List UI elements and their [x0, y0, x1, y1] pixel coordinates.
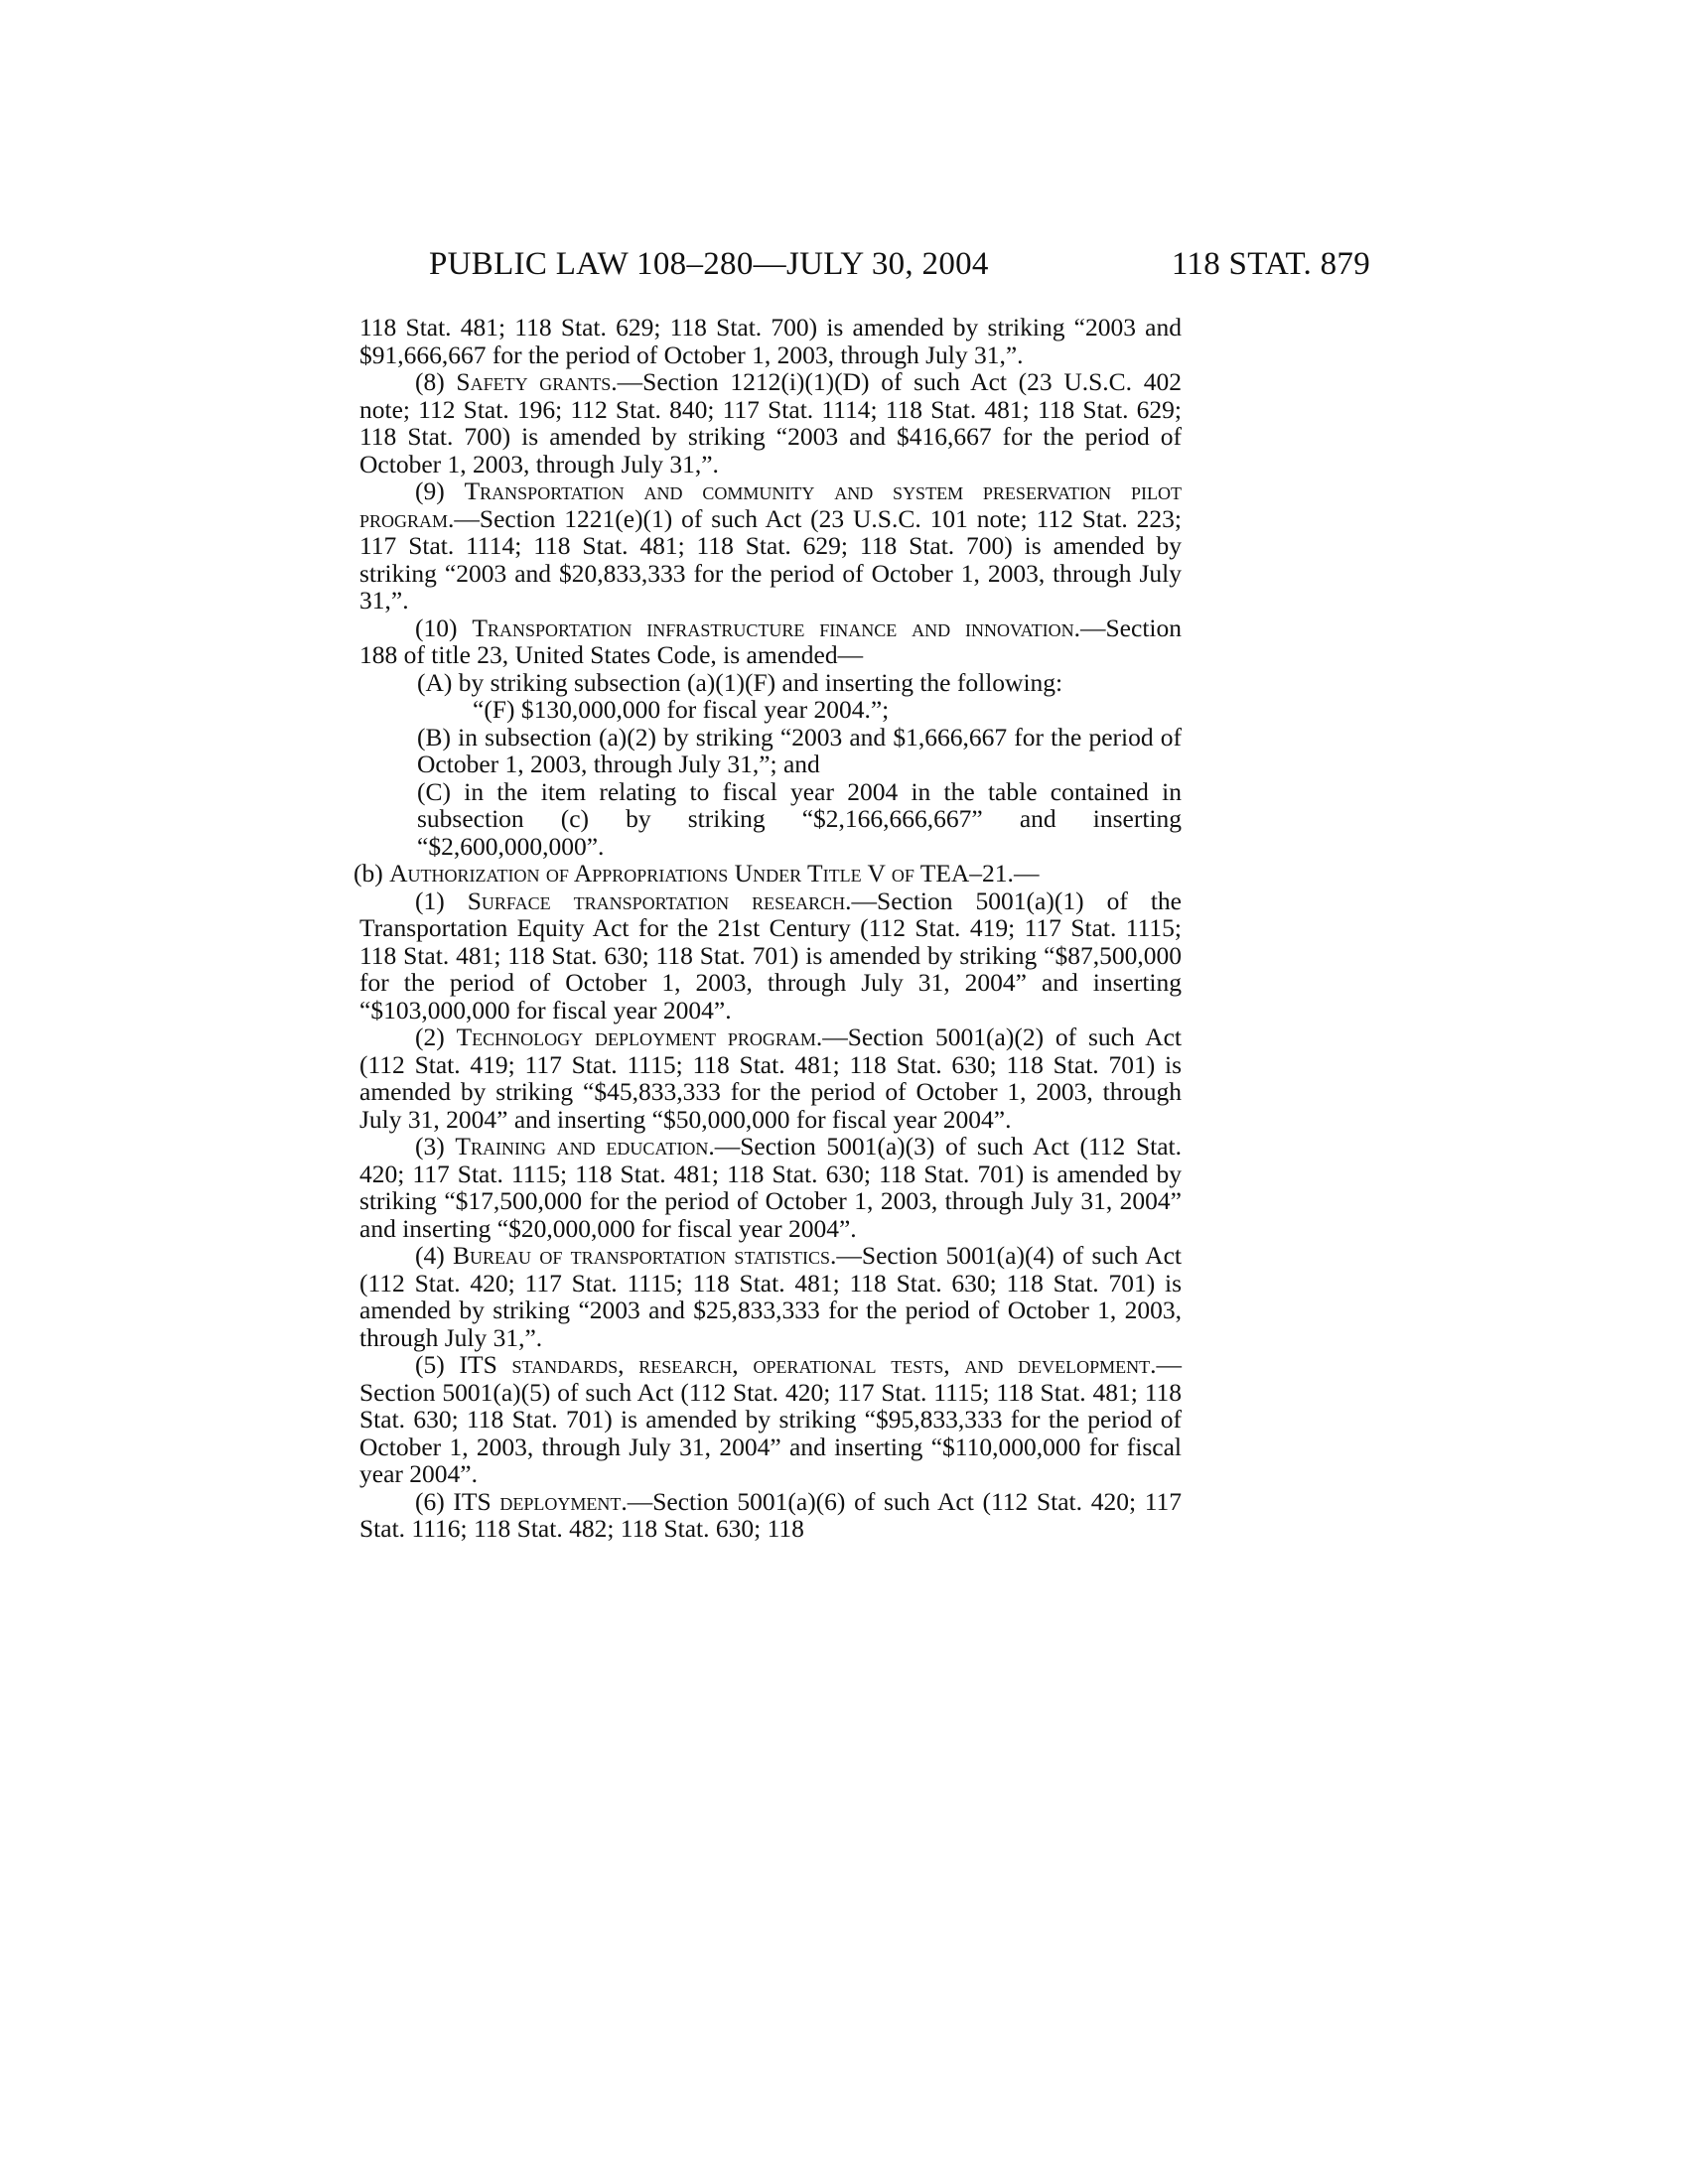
subsection-heading: Authorization of Appropriations Under Title V of TEA–21. — [389, 859, 1014, 887]
paragraph-9: (9) Transportation and community and system preservation pilot program.—Section 1221(e)(1) of such Act (23 U.S.C. 101 note; 112 Stat. 223; 117 Stat. 1114; 118 Stat. 481; 118 Stat. 629; 118 Stat. 700) is amended by striking “2003 and $20,833,333 for the period of October 1, 2003, through July 31,”. — [359, 477, 1183, 614]
document-body — [298, 314, 1370, 1543]
continued-paragraph: 118 Stat. 481; 118 Stat. 629; 118 Stat. 700) is amended by striking “2003 and $91,666,667 for the period of October 1, 2003, through July 31,”. — [359, 313, 1182, 369]
paragraph-10: (10) Transportation infrastructure finance and innovation.—Section 188 of title 23, United States Code, is amended— — [359, 613, 1182, 669]
public-law-title: PUBLIC LAW 108–280—JULY 30, 2004 — [429, 246, 989, 282]
paragraph-8: (8) Safety grants.—Section 1212(i)(1)(D) of such Act (23 U.S.C. 402 note; 112 Stat. 196; 112 Stat. 840; 117 Stat. 1114; 118 Stat. 481; 118 Stat. 629; 118 Stat. 700) is amended by striking “2003 and $416,667 for the period of October 1, 2003, through July 31,”. — [359, 367, 1182, 478]
subparagraph-a: (A) by striking subsection (a)(1)(F) and inserting the following: — [417, 667, 1063, 697]
paragraph-heading: Technology deployment program. — [456, 1023, 823, 1051]
subsection-b: (b) Authorization of Appropriations Under Title V of TEA–21.— — [353, 859, 1040, 887]
paragraph-6: (6) ITS deployment.—Section 5001(a)(6) of such Act (112 Stat. 420; 117 Stat. 1116; 118 Stat. 482; 118 Stat. 630; 118 — [359, 1486, 1183, 1543]
subparagraph-b: (B) in subsection (a)(2) by striking “2003 and $1,666,667 for the period of October 1, 2003, through July 31,”; and — [417, 722, 1182, 778]
paragraph-heading: Surface transportation research. — [467, 886, 852, 915]
running-header — [298, 246, 1370, 286]
paragraph-heading: Training and education. — [455, 1132, 715, 1160]
paragraph-heading: deployment. — [499, 1486, 628, 1516]
paragraph-3: (3) Training and education.—Section 5001(a)(3) of such Act (112 Stat. 420; 117 Stat. 1115; 118 Stat. 481; 118 Stat. 630; 118 Stat. 701) is amended by striking “$17,500,000 for the period of October 1, 2003, through July 31, 2004” and inserting “$20,000,000 for fiscal year 2004”. — [359, 1132, 1183, 1243]
paragraph-5: (5) ITS standards, research, operational tests, and development.—Section 5001(a)(5) of such Act (112 Stat. 420; 117 Stat. 1115; 118 Stat. 481; 118 Stat. 630; 118 Stat. 701) is amended by striking “$95,833,333 for the period of October 1, 2003, through July 31, 2004” and inserting “$110,000,000 for fiscal year 2004”. — [359, 1350, 1182, 1488]
inserted-text-f: “(F) $130,000,000 for fiscal year 2004.”; — [473, 695, 890, 724]
paragraph-heading: Safety grants. — [456, 367, 618, 396]
paragraph-heading: Transportation and community and system preservation pilot program. — [359, 477, 1183, 533]
paragraph-2: (2) Technology deployment program.—Section 5001(a)(2) of such Act (112 Stat. 419; 117 Stat. 1115; 118 Stat. 481; 118 Stat. 630; 118 Stat. 701) is amended by striking “$45,833,333 for the period of October 1, 2003, through July 31, 2004” and inserting “$50,000,000 for fiscal year 2004”. — [359, 1023, 1182, 1134]
stat-page-number: 118 STAT. 879 — [1171, 246, 1370, 282]
paragraph-4: (4) Bureau of transportation statistics.—Section 5001(a)(4) of such Act (112 Stat. 420; 117 Stat. 1115; 118 Stat. 481; 118 Stat. 630; 118 Stat. 701) is amended by striking “2003 and $25,833,333 for the period of October 1, 2003, through July 31,”. — [359, 1241, 1182, 1352]
subparagraph-c: (C) in the item relating to fiscal year 2004 in the table contained in subsection (c) by striking “$2,166,666,667” and inserting “$2,600,000,000”. — [417, 776, 1182, 861]
paragraph-heading: standards, research, operational tests, and development. — [511, 1350, 1157, 1379]
paragraph-1: (1) Surface transportation research.—Section 5001(a)(1) of the Transportation Equity Act for the 21st Century (112 Stat. 419; 117 Stat. 1115; 118 Stat. 481; 118 Stat. 630; 118 Stat. 701) is amended by striking “$87,500,000 for the period of October 1, 2003, through July 31, 2004” and inserting “$103,000,000 for fiscal year 2004”. — [359, 886, 1182, 1024]
paragraph-heading: Transportation infrastructure finance and innovation. — [472, 613, 1080, 642]
paragraph-heading: Bureau of transportation statistics. — [453, 1241, 837, 1270]
